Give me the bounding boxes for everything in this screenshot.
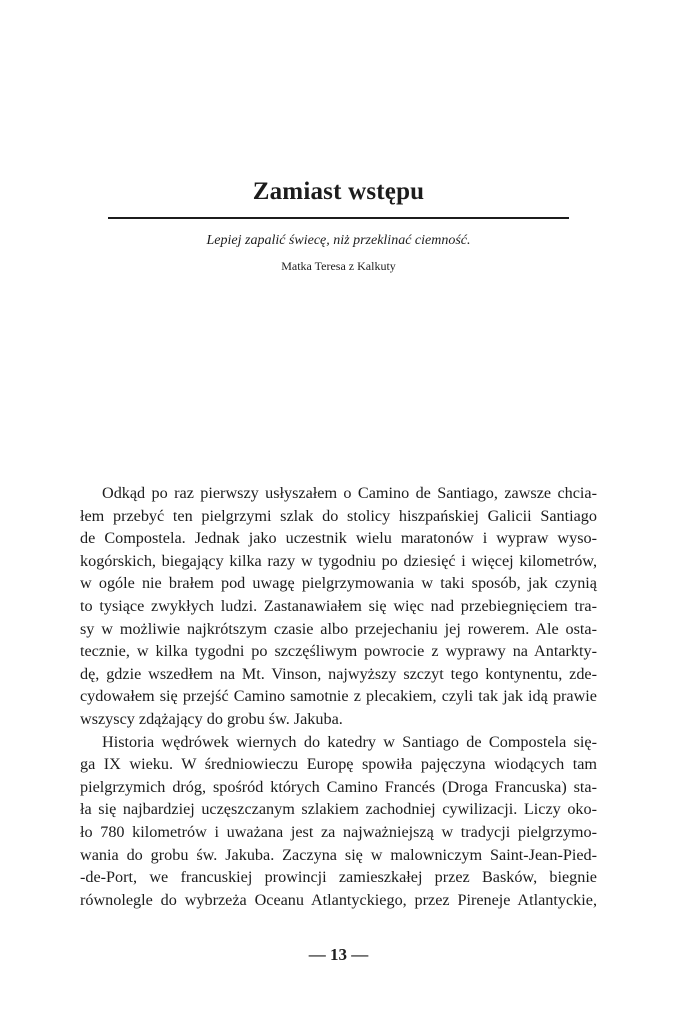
body-text [80, 482, 597, 911]
text-line: ło 780 kilometrów i uważana jest za najważniejszą w tradycji pielgrzymo- [80, 822, 597, 841]
text-line: -de-Port, we francuskiej prowincji zamieszkałej przez Basków, biegnie [80, 868, 597, 887]
text-line: kogórskich, biegający kilka razy w tygodniu po dziesięć i więcej kilometrów, [80, 551, 597, 570]
text-line: de Compostela. Jednak jako uczestnik wielu maratonów i wypraw wyso- [80, 529, 597, 548]
text-line: pielgrzymich dróg, spośród których Camino Francés (Droga Francuska) sta- [80, 777, 597, 796]
text-line: to tysiące zwykłych ludzi. Zastanawiałem się więc nad przebiegnięciem tra- [80, 596, 597, 615]
text-line: Odkąd po raz pierwszy usłyszałem o Camino de Santiago, zawsze chcia- [102, 484, 597, 502]
text-line: tecznie, w kilka tygodni po szczęśliwym powrocie z wyprawy na Antarkty- [80, 642, 597, 661]
epigraph-author: Matka Teresa z Kalkuty [281, 259, 396, 273]
epigraph-quote: Lepiej zapalić świecę, niż przeklinać ciemność. [206, 233, 471, 248]
text-line: Historia wędrówek wiernych do katedry w Santiago de Compostela się- [102, 732, 597, 751]
text-line: ga IX wieku. W średniowieczu Europę spowiła pajęczyna wiodących tam [80, 755, 597, 774]
text-line: równolegle do wybrzeża Oceanu Atlantyckiego, przez Pireneje Atlantyckie, [80, 890, 597, 909]
paragraph [80, 482, 597, 731]
chapter-title: Zamiast wstępu [252, 178, 425, 205]
page-number: — 13 — [308, 945, 369, 964]
text-line: ła się najbardziej uczęszczanym szlakiem zachodniej cywilizacji. Liczy oko- [80, 800, 597, 819]
title-rule [108, 217, 569, 219]
text-line: wszyscy zdążający do grobu św. Jakuba. [80, 709, 343, 728]
text-line: dę, gdzie wszedłem na Mt. Vinson, najwyższy szczyt tego kontynentu, zde- [80, 664, 597, 683]
text-line: sy w możliwie najkrótszym czasie albo przejechaniu jej rowerem. Ale osta- [80, 619, 597, 638]
text-line: cydowałem się przejść Camino samotnie z plecakiem, czyli tak jak idą prawie [80, 687, 597, 706]
text-line: łem przebyć ten pielgrzymi szlak do stolicy hiszpańskiej Galicii Santiago [80, 506, 597, 525]
text-line: wania do grobu św. Jakuba. Zaczyna się w malowniczym Saint-Jean-Pied- [80, 845, 597, 864]
paragraph [80, 731, 597, 912]
text-line: w ogóle nie brałem pod uwagę pielgrzymowania w taki sposób, jak czynią [80, 574, 597, 593]
